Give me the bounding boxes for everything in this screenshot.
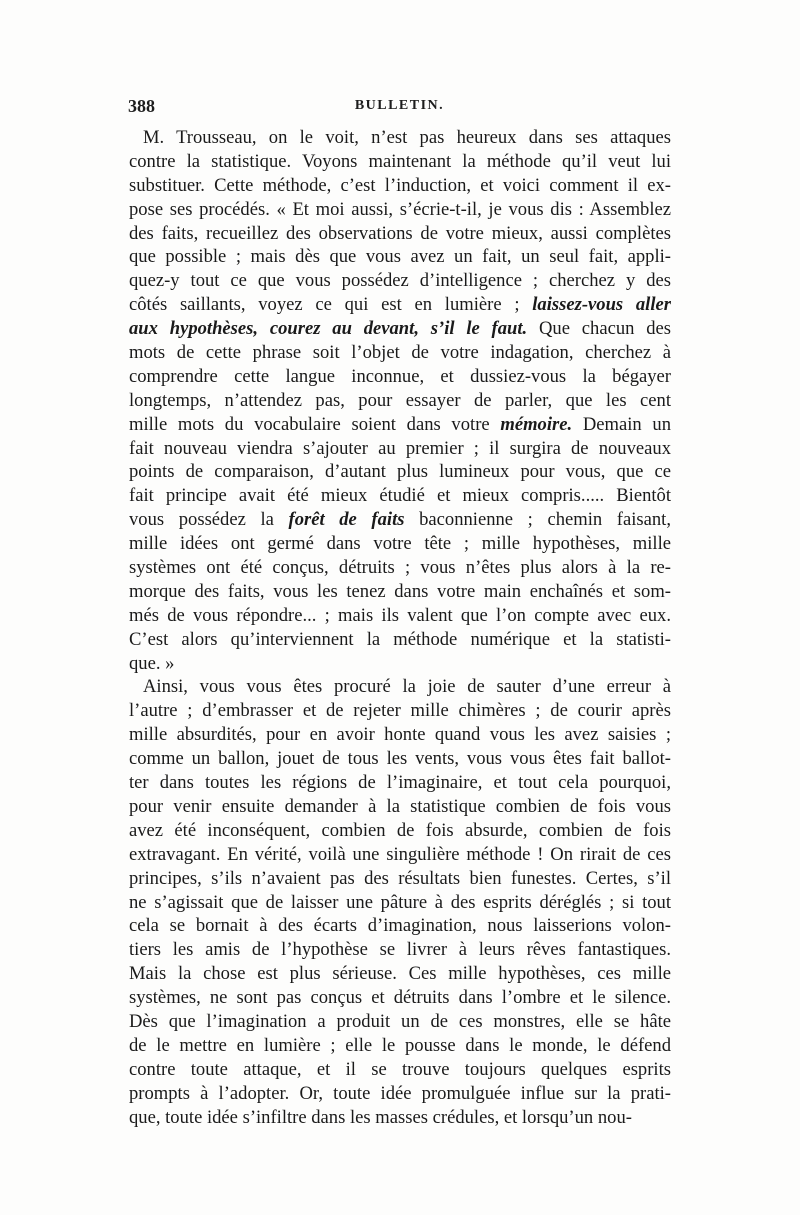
text-run: de le mettre en lumière ; elle le pousse dans le monde, le défend [129,1034,671,1056]
text-line [129,126,671,150]
text-line [129,389,671,413]
emphasis-text: forêt de faits [288,509,405,531]
text-run: mille absurdités, pour en avoir honte quand vous les avez saisies ; [129,724,671,746]
text-line [129,1058,671,1082]
text-run: comprendre cette langue inconnue, et dussiez-vous la bégayer [129,365,671,387]
text-line [129,771,671,795]
text-run: extravagant. En vérité, voilà une singulière méthode ! On rirait de ces [129,843,671,865]
text-line [129,843,671,867]
text-line [129,150,671,174]
text-run: Dès que l’imagination a produit un de ces monstres, elle se hâte [129,1010,671,1032]
text-run: C’est alors qu’interviennent la méthode numérique et la statisti- [129,628,671,650]
text-run: més de vous répondre... ; mais ils valent que l’on compte avec eux. [129,604,671,626]
text-line [129,795,671,819]
text-run: Mais la chose est plus sérieuse. Ces mille hypothèses, ces mille [129,963,671,985]
text-run: mots de cette phrase soit l’objet de votre indagation, cherchez à [129,342,671,364]
text-line [129,723,671,747]
text-line [129,245,671,269]
running-title: BULLETIN. [354,98,445,113]
text-run: cela se bornait à des écarts d’imagination, nous laisserions volon- [129,915,671,937]
page-number: 388 [128,96,155,116]
text-run: M. Trousseau, on le voit, n’est pas heureux dans ses attaques [143,127,671,148]
text-run: morque des faits, vous les tenez dans votre main enchaînés et som- [129,580,671,602]
text-line [129,556,671,580]
text-line [129,914,671,938]
text-run: points de comparaison, d’autant plus lumineux pour vous, que ce [129,461,671,483]
text-run: Ainsi, vous vous êtes procuré la joie de sauter d’une erreur à [143,676,671,698]
text-run: contre toute attaque, et il se trouve toujours quelques esprits [129,1058,671,1080]
text-run: côtés saillants, voyez ce qui est en lumière ; [129,294,533,316]
emphasis-text: mémoire. [500,413,573,435]
text-line [129,341,671,365]
text-line [129,174,671,198]
text-line [129,699,671,723]
running-header [128,96,671,120]
emphasis-text: laissez-vous aller [532,294,671,316]
text-run: tiers les amis de l’hypothèse se livrer à leurs rêves fantastiques. [129,939,671,961]
text-run: baconnienne ; chemin faisant, [404,509,671,531]
text-line [129,604,671,628]
text-line [129,413,671,437]
text-run: comme un ballon, jouet de tous les vents, vous vous êtes fait ballot- [129,748,671,770]
text-run: mille idées ont germé dans votre tête ; mille hypothèses, mille [129,533,671,555]
body-text [129,126,671,1129]
text-line [129,222,671,246]
text-line [129,269,671,293]
text-line [129,365,671,389]
text-line [129,198,671,222]
text-run: systèmes ont été conçus, détruits ; vous n’êtes plus alors à la re- [129,557,671,579]
text-run: des faits, recueillez des observations de votre mieux, aussi complètes [129,222,671,244]
text-line [129,293,671,317]
text-line [129,1082,671,1106]
text-line [129,1106,671,1130]
text-run: pour venir ensuite demander à la statistique combien de fois vous [129,795,671,817]
text-run: l’autre ; d’embrasser et de rejeter mille chimères ; de courir après [129,700,671,722]
text-run: quez-y tout ce que vous possédez d’intelligence ; cherchez y des [129,270,671,292]
text-line [129,437,671,461]
text-line [129,819,671,843]
text-run: ne s’agissait que de laisser une pâture à des esprits déréglés ; si tout [129,891,671,913]
text-run: substituer. Cette méthode, c’est l’induction, et voici comment il ex- [129,174,671,196]
text-line [129,460,671,484]
text-line [129,508,671,532]
text-run: Que chacun des [527,318,671,340]
text-line [129,891,671,915]
text-line [129,747,671,771]
text-line [129,484,671,508]
text-run: Demain un [572,413,671,435]
text-line [129,962,671,986]
text-line [129,580,671,604]
text-line [129,675,671,699]
text-run: fait nouveau viendra s’ajouter au premier ; il surgira de nouveaux [129,437,671,459]
text-run: systèmes, ne sont pas conçus et détruits dans l’ombre et le silence. [129,987,671,1009]
text-run: prompts à l’adopter. Or, toute idée promulguée influe sur la prati- [129,1082,671,1104]
text-run: contre la statistique. Voyons maintenant la méthode qu’il veut lui [129,150,671,172]
text-run: que, toute idée s’infiltre dans les masses crédules, et lorsqu’un nou- [129,1106,632,1128]
text-line [129,1010,671,1034]
text-line [129,986,671,1010]
text-run: mille mots du vocabulaire soient dans votre [129,413,501,435]
text-line [129,652,671,676]
text-run: ter dans toutes les régions de l’imaginaire, et tout cela pourquoi, [129,772,671,794]
text-line [129,317,671,341]
text-run: vous possédez la [129,509,289,531]
text-line [129,867,671,891]
paragraph [129,126,671,675]
emphasis-text: aux hypothèses, courez au devant, s’il le faut. [129,318,528,340]
text-line [129,1034,671,1058]
text-run: avez été inconséquent, combien de fois absurde, combien de fois [129,819,671,841]
text-run: principes, s’ils n’avaient pas des résultats bien funestes. Certes, s’il [129,867,671,889]
text-run: fait principe avait été mieux étudié et mieux compris..... Bientôt [129,485,671,507]
text-run: que. » [129,652,175,674]
paragraph [129,675,671,1129]
text-line [129,532,671,556]
text-run: longtemps, n’attendez pas, pour essayer de parler, que les cent [129,389,671,411]
text-line [129,938,671,962]
text-run: pose ses procédés. « Et moi aussi, s’écrie-t-il, je vous dis : Assemblez [129,198,671,220]
text-line [129,628,671,652]
text-run: que possible ; mais dès que vous avez un fait, un seul fait, appli- [129,246,671,268]
